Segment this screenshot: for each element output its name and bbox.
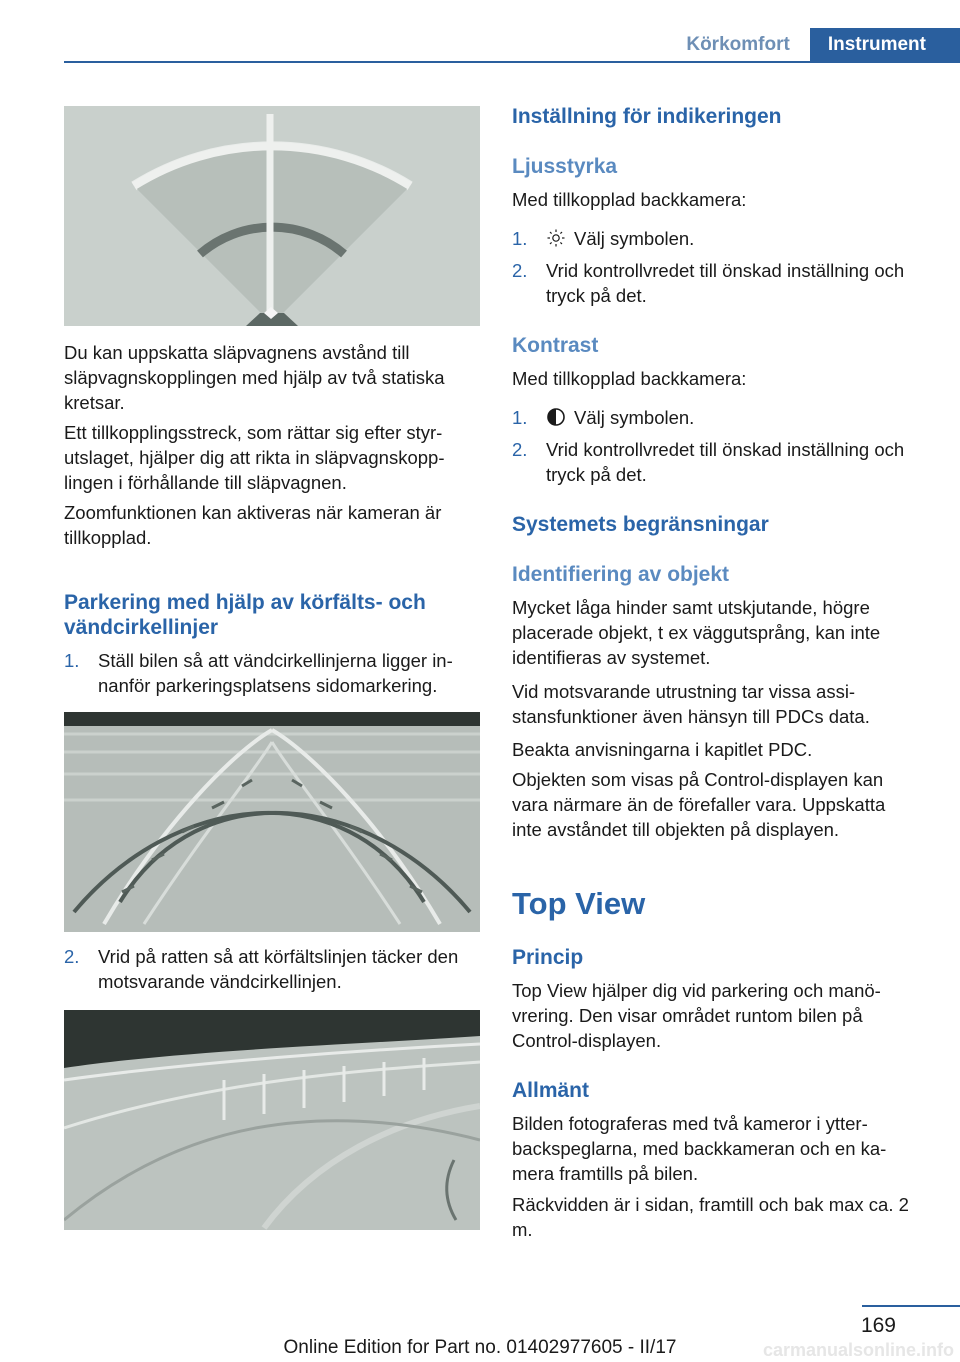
list-item [64,648,480,698]
header-rule [64,61,960,63]
list-item [512,405,916,430]
parking-lines-heading: Parkering med hjälp av körfälts- och vändcirkellinjer [64,591,426,639]
tab-korkomfort[interactable]: Körkomfort [666,28,809,62]
principle-heading: Princip [512,946,584,969]
contrast-icon [546,407,566,427]
footer-rule [862,1305,960,1307]
list-number: 1. [64,650,80,671]
list-text: Ställ bilen så att vändcirkellinjerna ligger in-nanför parkeringsplatsens sidomarkering. [98,650,453,696]
list-item [512,258,916,308]
top-view-title: Top View [512,886,646,921]
distance-warning-paragraph: Objekten som visas på Control-displayen kan vara närmare än de förefaller vara. Uppskatta inte avståndet till objekten på displayen. [512,769,886,840]
lane-lines-image [64,1010,480,1230]
cameras-paragraph: Bilden fotograferas med två kameror i ytter-backspeglarna, med backkameran och en ka-mera framtills på bilen. [512,1113,887,1184]
hitch-description-paragraph: Du kan uppskatta släpvagnens avstånd till släpvagnskopplingen med hjälp av två statiska kretsar. [64,342,445,413]
turning-circle-lines-image [64,712,480,932]
hitch-line-paragraph: Ett tillkopplingsstreck, som rättar sig efter styr-utslaget, hjälper dig att rikta in släpvagnskopp-lingen i förhållande till släpvagnen. [64,422,445,493]
contrast-heading: Kontrast [512,334,599,357]
trailer-hitch-camera-image [64,106,480,326]
general-heading: Allmänt [512,1079,590,1102]
list-text: Vrid på ratten så att körfältslinjen täcker den motsvarande vändcirkellinjen. [98,946,459,992]
list-number: 2. [64,946,80,967]
watermark: carmanualsonline.info [762,1340,954,1360]
system-limits-heading: Systemets begränsningar [512,513,769,536]
list-item [512,226,916,251]
brightness-intro: Med tillkopplad backkamera: [512,189,747,210]
brightness-heading: Ljusstyrka [512,155,618,178]
identification-paragraph: Mycket låga hinder samt utskjutande, högre placerade objekt, t ex väggutsprång, kan inte identifieras av systemet. [512,597,881,668]
display-settings-heading: Inställning för indikeringen [512,105,782,128]
contrast-intro: Med tillkopplad backkamera: [512,368,747,389]
list-number: 2. [512,439,528,460]
range-paragraph: Räckvidden är i sidan, framtill och bak max ca. 2 m. [512,1194,909,1240]
pdc-reference-paragraph: Beakta anvisningarna i kapitlet PDC. [512,739,813,760]
principle-paragraph: Top View hjälper dig vid parkering och manö-vrering. Den visar området runtom bilen på Control-displayen. [512,980,881,1051]
list-number: 1. [512,407,528,428]
edition-footer: Online Edition for Part no. 01402977605 - II/17 [283,1337,677,1358]
list-text: Vrid kontrollvredet till önskad inställning och tryck på det. [546,439,905,485]
list-item [512,437,916,487]
zoom-paragraph: Zoomfunktionen kan aktiveras när kameran är tillkopplad. [64,502,442,548]
sun-icon [546,228,566,248]
list-text: Vrid kontrollvredet till önskad inställning och tryck på det. [546,260,905,306]
chapter-tabs [666,28,960,62]
list-item [64,944,480,994]
pdc-data-paragraph: Vid motsvarande utrustning tar vissa assi-stansfunktioner även hänsyn till PDCs data. [512,681,870,727]
page-number: 169 [860,1314,896,1337]
list-number: 2. [512,260,528,281]
object-identification-heading: Identifiering av objekt [512,563,730,586]
list-text: Välj symbolen. [574,407,695,428]
list-text: Välj symbolen. [574,228,695,249]
list-number: 1. [512,228,528,249]
tab-instrument[interactable]: Instrument [810,28,960,62]
